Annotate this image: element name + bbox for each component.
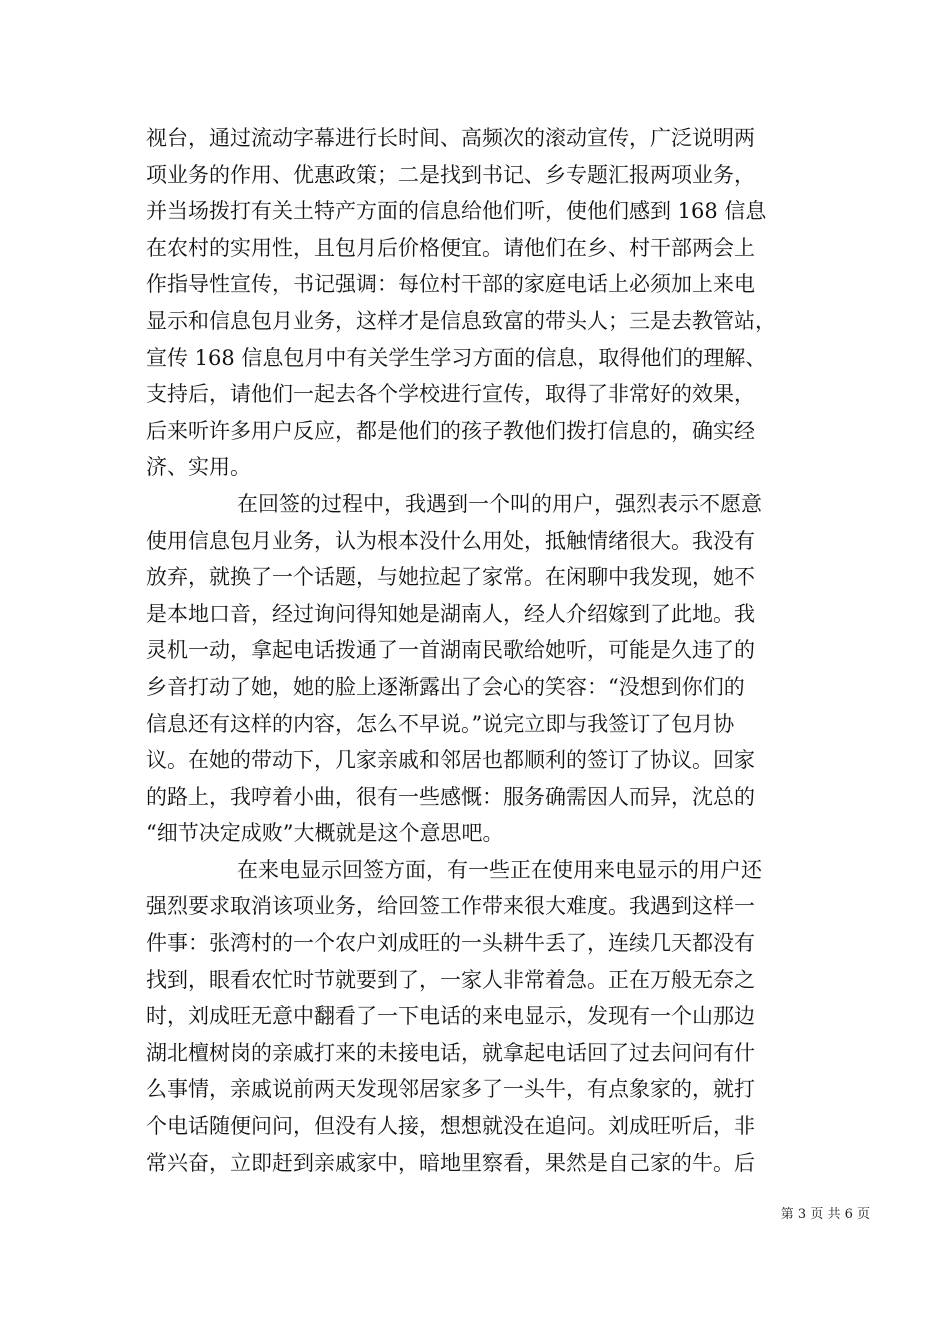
text-line: 宣传 168 信息包月中有关学生学习方面的信息，取得他们的理解、 — [146, 345, 767, 370]
text-line: 并当场拨打有关土特产方面的信息给他们听，使他们感到 168 信息 — [146, 199, 767, 224]
text-line: 在农村的实用性，且包月后价格便宜。请他们在乡、村干部两会上 — [146, 235, 755, 260]
text-line: 个电话随便问问，但没有人接，想想就没在追问。刘成旺听后，非 — [146, 1114, 755, 1139]
paragraph — [146, 852, 816, 1181]
text-line: 济、实用。 — [146, 455, 251, 480]
text-line: 作指导性宣传，书记强调：每位村干部的家庭电话上必须加上来电 — [146, 272, 755, 297]
text-line: 视台，通过流动字幕进行长时间、高频次的滚动宣传，广泛说明两 — [146, 126, 755, 150]
text-line: 件事：张湾村的一个农户刘成旺的一头耕牛丢了，连续几天都没有 — [146, 931, 755, 956]
text-line: 的路上，我哼着小曲，很有一些感慨：服务确需因人而异，沈总的 — [146, 784, 755, 809]
text-line: 使用信息包月业务，认为根本没什么用处，抵触情绪很大。我没有 — [146, 528, 755, 553]
text-line: 支持后，请他们一起去各个学校进行宣传，取得了非常好的效果， — [146, 382, 755, 407]
text-line: 显示和信息包月业务，这样才是信息致富的带头人；三是去教管站， — [146, 308, 776, 333]
document-body — [146, 120, 816, 1181]
text-line: “细节决定成败”大概就是这个意思吧。 — [146, 821, 504, 846]
text-line: 常兴奋，立即赶到亲戚家中，暗地里察看，果然是自己家的牛。后 — [146, 1150, 755, 1175]
paragraph — [146, 486, 816, 852]
text-line: 放弃，就换了一个话题，与她拉起了家常。在闲聊中我发现，她不 — [146, 565, 755, 590]
paragraph — [146, 120, 816, 486]
text-line: 灵机一动，拿起电话拨通了一首湖南民歌给她听，可能是久违了的 — [146, 638, 755, 663]
text-line: 在来电显示回签方面，有一些正在使用来电显示的用户还 — [237, 857, 762, 882]
text-line: 找到，眼看农忙时节就要到了，一家人非常着急。正在万般无奈之 — [146, 967, 755, 992]
text-line: 在回签的过程中，我遇到一个叫的用户，强烈表示不愿意 — [237, 491, 762, 516]
text-line: 强烈要求取消该项业务，给回签工作带来很大难度。我遇到这样一 — [146, 894, 755, 919]
text-line: 时，刘成旺无意中翻看了一下电话的来电显示，发现有一个山那边 — [146, 1004, 755, 1029]
text-line: 议。在她的带动下，几家亲戚和邻居也都顺利的签订了协议。回家 — [146, 748, 755, 773]
text-line: 是本地口音，经过询问得知她是湖南人，经人介绍嫁到了此地。我 — [146, 601, 755, 626]
text-line: 么事情，亲戚说前两天发现邻居家多了一头牛，有点象家的，就打 — [146, 1077, 755, 1102]
text-line: 后来听许多用户反应，都是他们的孩子教他们拨打信息的，确实经 — [146, 418, 755, 443]
text-line: 湖北檀树岗的亲戚打来的未接电话，就拿起电话回了过去问问有什 — [146, 1040, 755, 1065]
page-footer: 第 3 页 共 6 页 — [780, 1207, 870, 1222]
text-line: 项业务的作用、优惠政策；二是找到书记、乡专题汇报两项业务， — [146, 162, 755, 187]
text-line: 信息还有这样的内容，怎么不早说。”说完立即与我签订了包月协 — [146, 711, 735, 736]
text-line: 乡音打动了她，她的脸上逐渐露出了会心的笑容：“没想到你们的 — [146, 674, 745, 699]
